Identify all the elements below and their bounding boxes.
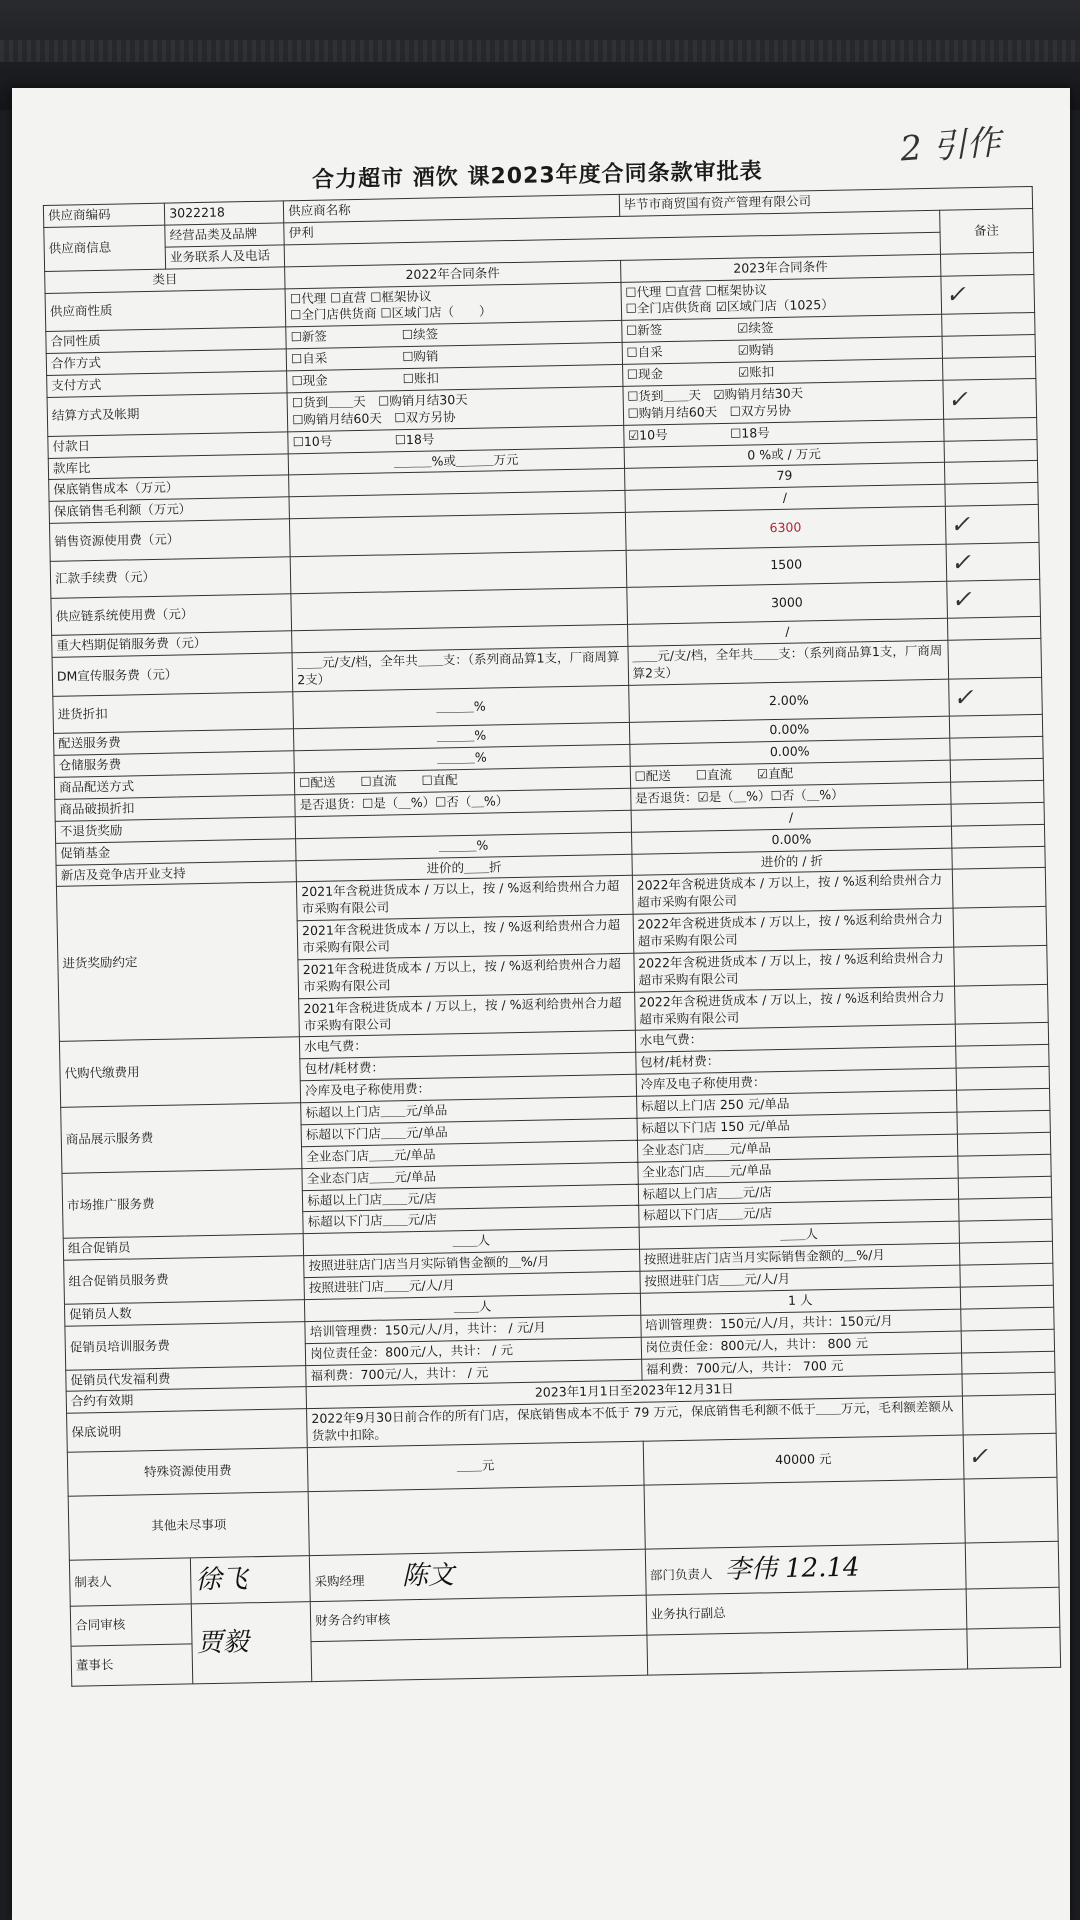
maker-signature: 徐飞 xyxy=(191,1556,311,1604)
buyer-signature: 陈文 xyxy=(401,1560,455,1592)
table-row: 2021年含税进货成本 / 万以上，按 / %返利给贵州合力超市采购有限公司 2022年含税进货成本 / 万以上，按 / %返利给贵州合力超市采购有限公司 xyxy=(58,945,1048,1003)
table-row: 促销员人数 ＿＿人 1 人 xyxy=(64,1285,1053,1326)
table-row: 保底销售成本（万元） 79 xyxy=(49,461,1038,502)
table-row: 2021年含税进货成本 / 万以上，按 / %返利给贵州合力超市采购有限公司 2022年含税进货成本 / 万以上，按 / %返利给贵州合力超市采购有限公司 xyxy=(57,907,1047,965)
review-signature: 贾毅 xyxy=(191,1602,312,1684)
table-row: 其他未尽事项 xyxy=(68,1477,1058,1560)
check-mark: ✓ xyxy=(949,677,1043,716)
table-row: 冷库及电子称使用费： 冷库及电子称使用费： xyxy=(60,1067,1049,1108)
table-row: 2021年含税进货成本 / 万以上，按 / %返利给贵州合力超市采购有限公司 2022年含税进货成本 / 万以上，按 / %返利给贵州合力超市采购有限公司 xyxy=(59,984,1049,1042)
table-row: 进货折扣 ＿＿＿% 2.00% ✓ xyxy=(53,677,1043,733)
table-row: 商品展示服务费 标超以上门店＿＿元/单品 标超以上门店 250 元/单品 xyxy=(61,1088,1050,1129)
table-row: 全业态门店＿＿元/单品 全业态门店＿＿元/单品 xyxy=(62,1132,1051,1173)
table-row: 仓储服务费 ＿＿＿% 0.00% xyxy=(54,737,1043,778)
table-row: 标超以下门店＿＿元/单品 标超以下门店 150 元/单品 xyxy=(61,1110,1050,1151)
table-row: 保底说明 2022年9月30日前合作的所有门店，保底销售成本不低于 79 万元，保底销售毛利额不低于＿＿万元，毛利额差额从货款中扣除。 xyxy=(67,1395,1057,1453)
table-row: 付款日 ☐10号 ☐18号 ☑10号 ☐18号 xyxy=(48,417,1037,458)
table-row: 进货奖励约定 2021年含税进货成本 / 万以上，按 / %返利给贵州合力超市采购有限公司 2022年含税进货成本 / 万以上，按 / %返利给贵州合力超市采购有限公司 xyxy=(56,868,1046,926)
table-row: 类目 2022年合同条件 2023年合同条件 xyxy=(45,252,1034,293)
table-row: 促销基金 ＿＿＿% 0.00% xyxy=(56,824,1045,865)
check-mark: ✓ xyxy=(941,274,1035,315)
table-row: 供应商编码 3022218 供应商名称 毕节市商贸国有资产管理有限公司 xyxy=(43,186,1032,227)
table-row: 不退货奖励 / xyxy=(55,802,1044,843)
check-mark: ✓ xyxy=(943,378,1037,419)
table-row: 款库比 ＿＿＿%或＿＿＿万元 0 %或 / 万元 xyxy=(48,439,1037,480)
check-mark: ✓ xyxy=(947,579,1041,618)
table-row: 供应链系统使用费（元） 3000 ✓ xyxy=(51,579,1041,635)
table-row: 业务联系人及电话 xyxy=(44,230,1033,271)
table-row: 供应商信息 经营品类及品牌 伊利 备注 xyxy=(44,208,1033,249)
signoff-row: 董事长 xyxy=(71,1627,1061,1686)
table-row: 组合促销员 ＿＿人 ＿＿人 xyxy=(63,1220,1052,1261)
table-row: 销售资源使用费（元） 6300 ✓ xyxy=(49,505,1039,561)
approval-form xyxy=(42,141,1061,1687)
table-row: 按照进驻门店＿＿元/人/月 按照进驻门店＿＿元/人/月 xyxy=(64,1263,1053,1304)
form-title: 合力超市 酒饮 课2023年度合同条款审批表 xyxy=(311,159,763,193)
table-row: 标超以上门店＿＿元/店 标超以上门店＿＿元/店 xyxy=(62,1176,1051,1217)
table-row: 供应商性质 ☐代理 ☐直营 ☐框架协议 ☐全门店供货商 ☐区域门店（ ） ☐代理 ☐直营 ☐框架协议 ☐全门店供货商 ☑区域门店（1025） ✓ xyxy=(45,274,1035,332)
table-row: 标超以下门店＿＿元/店 标超以下门店＿＿元/店 xyxy=(63,1198,1052,1239)
table-row: 组合促销员服务费 按照进驻店门店当月实际销售金额的＿%/月 按照进驻店门店当月实际销售金额的＿%/月 xyxy=(64,1241,1053,1282)
table-row: 促销员培训服务费 培训管理费：150元/人/月，共计： / 元/月 培训管理费：150元/人/月，共计：150元/月 xyxy=(65,1307,1054,1348)
check-mark: ✓ xyxy=(945,505,1039,544)
table-row: 商品配送方式 ☐配送 ☐直流 ☐直配 ☐配送 ☐直流 ☑直配 xyxy=(54,758,1043,799)
table-row: 合作方式 ☐自采 ☐购销 ☐自采 ☑购销 xyxy=(46,335,1035,376)
table-row: 配送服务费 ＿＿＿% 0.00% xyxy=(54,715,1043,756)
table-row: 包材/耗材费： 包材/耗材费： xyxy=(60,1045,1049,1086)
table-row: 支付方式 ☐现金 ☐账扣 ☐现金 ☑账扣 xyxy=(47,356,1036,397)
dept-signature: 李伟 12.14 xyxy=(724,1552,860,1586)
table-row: 促销员代发福利费 福利费：700元/人，共计： / 元 福利费：700元/人，共计： 700 元 xyxy=(66,1351,1055,1392)
corner-handwritten-note: 2 引作 xyxy=(898,122,1002,170)
check-mark: ✓ xyxy=(963,1433,1057,1479)
table-row: 重大档期促销服务费（元） / xyxy=(52,617,1041,658)
table-row: 代购代缴费用 水电气费： 水电气费： xyxy=(59,1023,1048,1064)
table-row: 汇款手续费（元） 1500 ✓ xyxy=(50,542,1040,598)
table-row: 合约有效期 2023年1月1日至2023年12月31日 xyxy=(66,1373,1055,1414)
table-row: DM宣传服务费（元） ＿＿元/支/档，全年共＿＿支：（系列商品算1支，厂商周算2支） ＿＿元/支/档，全年共＿＿支：（系列商品算1支，厂商周算2支） xyxy=(52,639,1042,697)
table-row: 市场推广服务费 全业态门店＿＿元/单品 全业态门店＿＿元/单品 xyxy=(62,1154,1051,1195)
contract-table xyxy=(43,186,1061,1687)
signoff-row: 合同审核 贾毅 财务合约审核 业务执行副总 xyxy=(70,1587,1060,1646)
check-mark: ✓ xyxy=(946,542,1040,581)
signoff-row: 制表人 徐飞 采购经理 陈文 部门负责人 李伟 12.14 xyxy=(69,1541,1059,1606)
table-row: 结算方式及帐期 ☐货到＿＿天 ☐购销月结30天 ☐购销月结60天 ☐双方另协 ☐货到＿＿天 ☑购销月结30天 ☐购销月结60天 ☐双方另协 ✓ xyxy=(47,378,1037,436)
table-row: 保底销售毛利额（万元） / xyxy=(49,483,1038,524)
table-row: 合同性质 ☐新签 ☐续签 ☐新签 ☑续签 xyxy=(46,313,1035,354)
table-row: 新店及竞争店开业支持 进价的＿＿折 进价的 / 折 xyxy=(56,846,1045,887)
table-row: 岗位责任金：800元/人，共计： / 元 岗位责任金：800元/人，共计： 800 元 xyxy=(65,1329,1054,1370)
table-row: 特殊资源使用费 ＿＿元 40000 元 ✓ xyxy=(67,1433,1057,1496)
table-row: 商品破损折扣 是否退货：☐是（＿%）☐否（＿%） 是否退货：☑是（＿%）☐否（＿%） xyxy=(55,780,1044,821)
